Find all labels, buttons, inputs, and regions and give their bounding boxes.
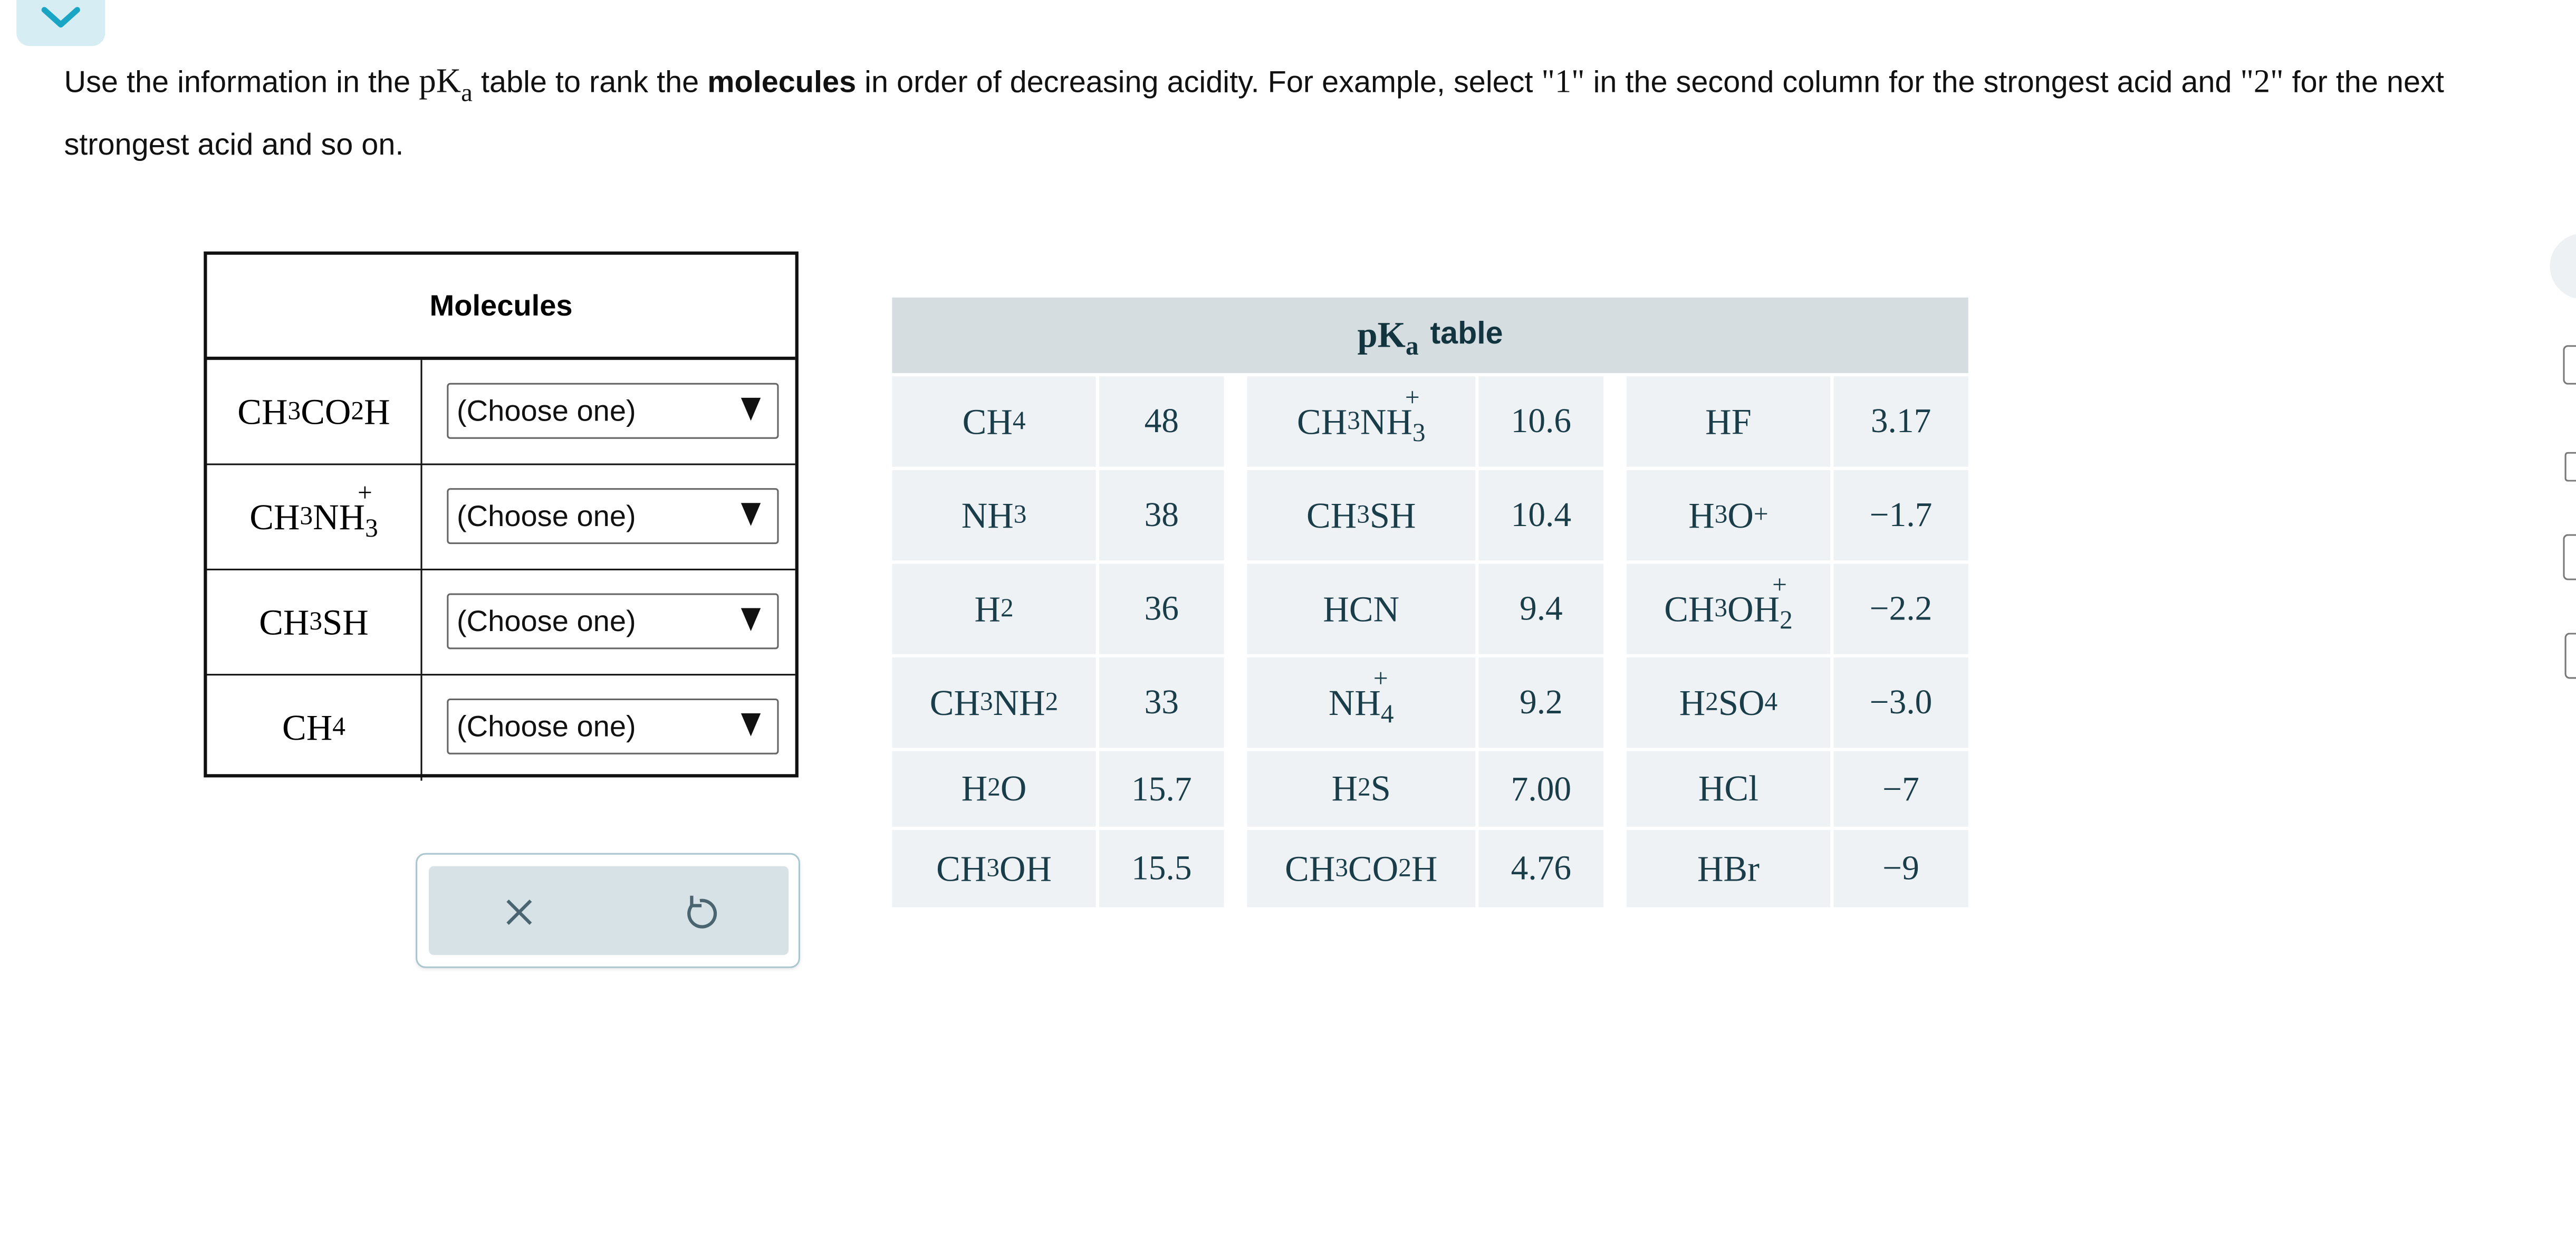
species-cell: HCl [1627,751,1830,827]
side-tool-icon[interactable] [2563,534,2576,580]
pka-value: 33 [1099,657,1224,748]
collapse-tab[interactable] [16,0,105,46]
clear-button[interactable] [496,889,542,935]
chevron-down-icon [40,3,82,33]
pka-value: 38 [1099,470,1224,560]
pka-value: 10.6 [1479,376,1604,466]
dropdown-arrow-icon [741,713,761,737]
answer-actions-panel [416,853,800,968]
pka-value: 9.4 [1479,564,1604,654]
reset-button[interactable] [677,889,723,935]
side-tool-icon[interactable] [2563,345,2576,385]
molecules-table [204,252,799,778]
dropdown-arrow-icon [741,608,761,632]
species-cell: CH 3 CO 2 H [1247,830,1475,907]
species-cell: NH 3 [892,470,1095,560]
pka-value: −2.2 [1833,564,1968,654]
dropdown-arrow-icon [741,398,761,421]
pka-value: 3.17 [1833,376,1968,466]
species-cell: H 2 O [892,751,1095,827]
pka-value: 48 [1099,376,1224,466]
pka-value: 9.2 [1479,657,1604,748]
pka-symbol: $pK_a$ [419,61,473,108]
undo-icon [677,889,723,935]
molecule-row [207,675,795,780]
pka-value: 7.00 [1479,751,1604,827]
species-cell: CH 3 O $H_2$ + [1627,564,1830,654]
molecule-ch3co2h: CH 3 CO 2 H [207,360,422,463]
dropdown-arrow-icon [741,503,761,526]
pka-value: −3.0 [1833,657,1968,748]
molecule-ch3sh: CH 3 SH [207,570,422,674]
pka-value: 15.5 [1099,830,1224,907]
side-tool-button[interactable] [2550,233,2576,299]
molecules-header: Molecules [207,255,795,360]
instructions: Use the information in the $pK_a$ table to rank the molecules in order of decreasing acidity. For example, select "1" in the second column for the strongest acid and "2" for the next strongest acid and so on. [64,61,2444,161]
pka-value: 15.7 [1099,751,1224,827]
species-cell: H 2 S [1247,751,1475,827]
x-icon [496,889,542,935]
species-cell: CH 4 [892,376,1095,466]
molecule-row [207,570,795,675]
species-cell: CH 3 N $H_3$ + [1247,376,1475,466]
side-tool-icon[interactable] [2565,633,2576,679]
molecule-ch4: CH 4 [207,675,422,780]
species-cell: HBr [1627,830,1830,907]
pka-value: 10.4 [1479,470,1604,560]
species-cell: CH 3 SH [1247,470,1475,560]
pka-value: −7 [1833,751,1968,827]
pka-value: 4.76 [1479,830,1604,907]
species-cell: HCN [1247,564,1475,654]
side-tool-icon[interactable] [2565,452,2576,482]
pka-value: 36 [1099,564,1224,654]
rank-select[interactable]: (Choose one) [447,699,778,755]
species-cell: HF [1627,376,1830,466]
species-cell: N $H_4$ + [1247,657,1475,748]
species-cell: CH 3 NH 2 [892,657,1095,748]
molecule-ch3nh3-plus: CH 3 N $H_3$ + [207,465,422,569]
species-cell: CH 3 OH [892,830,1095,907]
rank-select[interactable]: (Choose one) [447,594,778,650]
species-cell: H 2 SO 4 [1627,657,1830,748]
pka-value: −1.7 [1833,470,1968,560]
species-cell: H 3 O + [1627,470,1830,560]
rank-select[interactable]: (Choose one) [447,488,778,544]
species-cell: H 2 [892,564,1095,654]
rank-select[interactable]: (Choose one) [447,383,778,439]
molecule-row [207,360,795,465]
molecule-row [207,465,795,570]
pka-table-title: $pK_a$ table [892,298,1968,373]
pka-value: −9 [1833,830,1968,907]
pka-table [892,298,1968,908]
